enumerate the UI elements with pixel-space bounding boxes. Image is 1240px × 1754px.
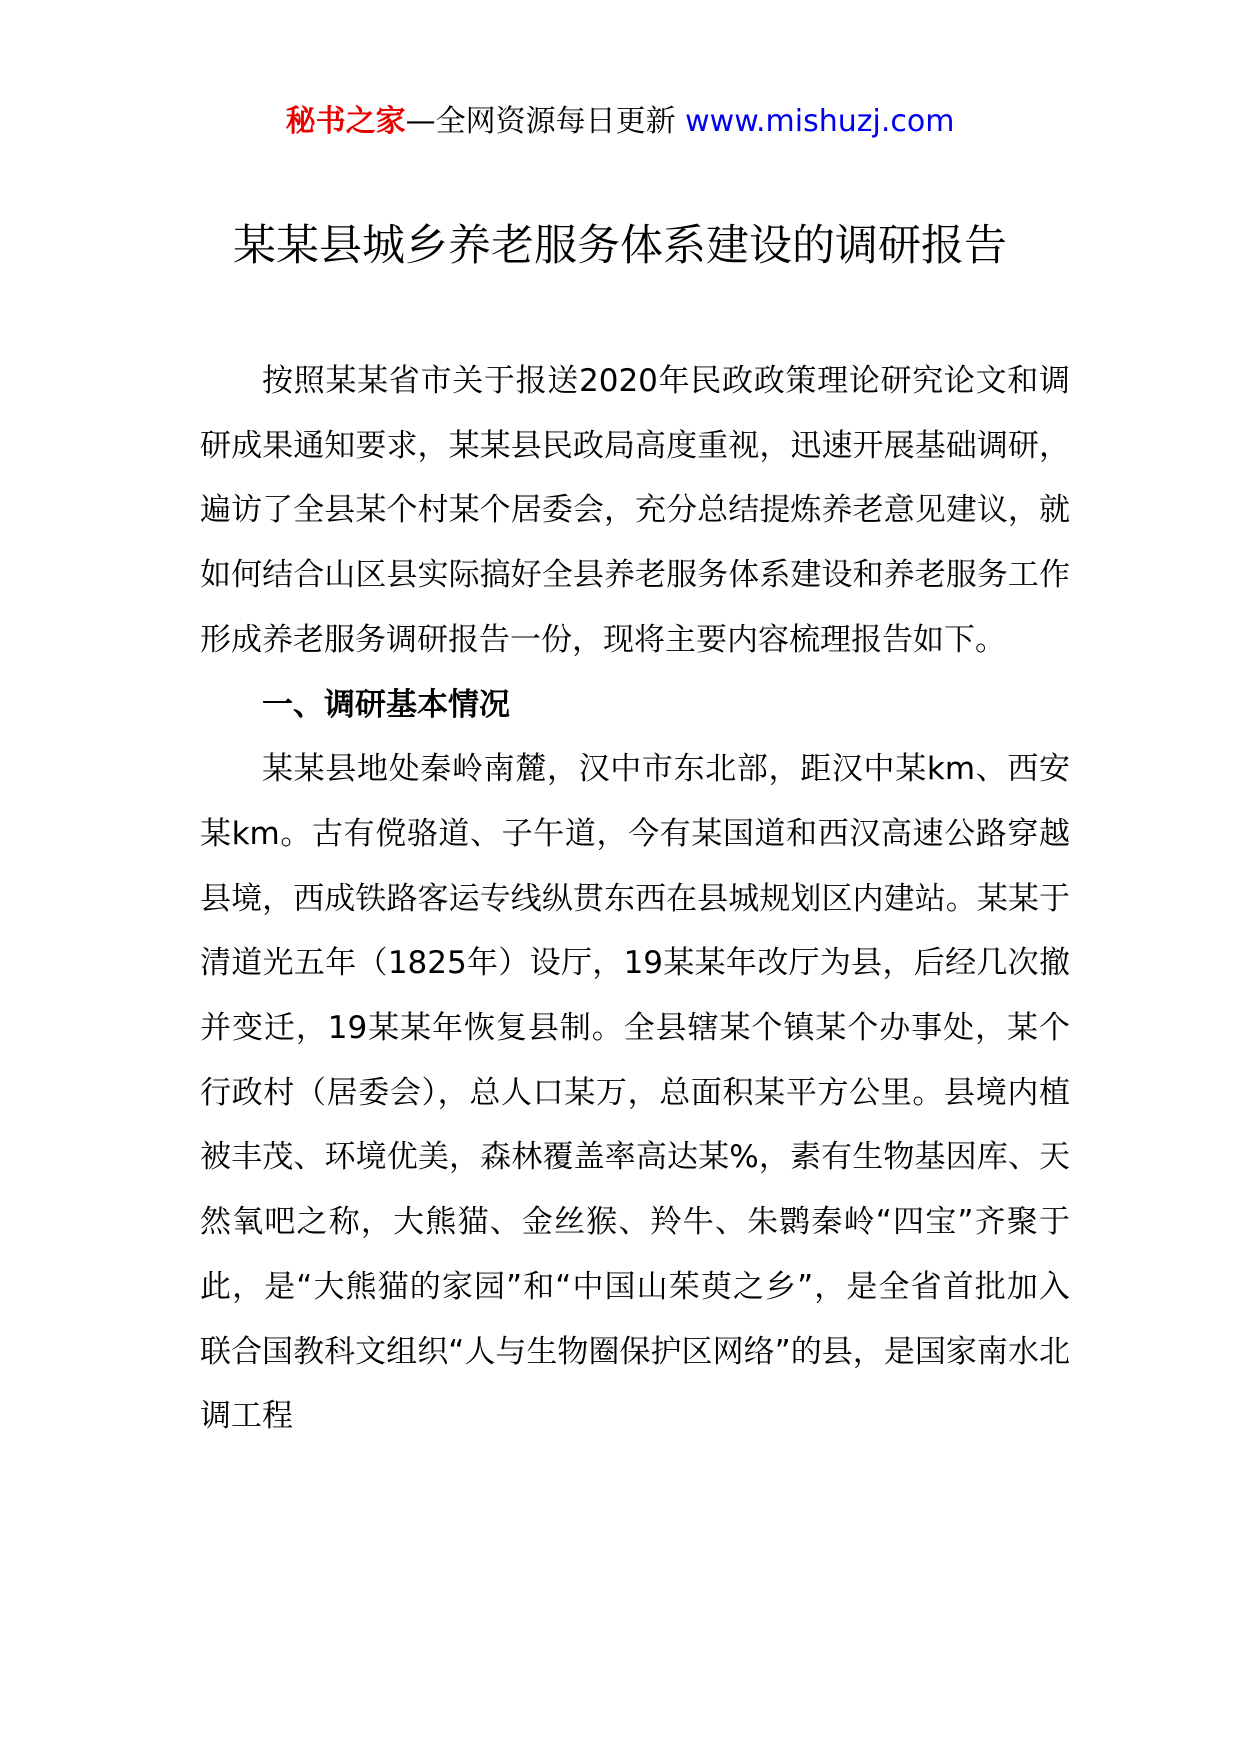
intro-paragraph: 按照某某省市关于报送2020年民政政策理论研究论文和调研成果通知要求，某某县民政局高度重视，迅速开展基础调研，遍访了全县某个村某个居委会，充分总结提炼养老意见建议，就如何结合山区县实际搞好全县养老服务体系建设和养老服务工作形成养老服务调研报告一份，现将主要内容梳理报告如下。: [200, 363, 1070, 658]
page-header: [0, 100, 1240, 144]
document-title: 某某县城乡养老服务体系建设的调研报告: [233, 221, 1007, 271]
section-heading: 一、调研基本情况: [262, 686, 510, 723]
section-paragraph: 某某县地处秦岭南麓，汉中市东北部，距汉中某km、西安某km。古有傥骆道、子午道，今有某国道和西汉高速公路穿越县境，西成铁路客运专线纵贯东西在县城规划区内建站。某某于清道光五年（1825年）设厅，19某某年改厅为县，后经几次撤并变迁，19某某年恢复县制。全县辖某个镇某个办事处，某个行政村（居委会），总人口某万，总面积某平方公里。县境内植被丰茂、环境优美，森林覆盖率高达某%，素有生物基因库、天然氧吧之称，大熊猫、金丝猴、羚牛、朱鹮秦岭“四宝”齐聚于此，是“大熊猫的家园”和“中国山茱萸之乡”，是全省首批加入联合国教科文组织“人与生物圈保护区网络”的县，是国家南水北调工程: [200, 751, 1070, 1435]
document-body: [200, 349, 1070, 1449]
header-slogan: —全网资源每日更新: [405, 104, 676, 139]
brand-name: 秘书之家: [285, 104, 406, 139]
site-url-link[interactable]: www.mishuzj.com: [685, 104, 955, 139]
